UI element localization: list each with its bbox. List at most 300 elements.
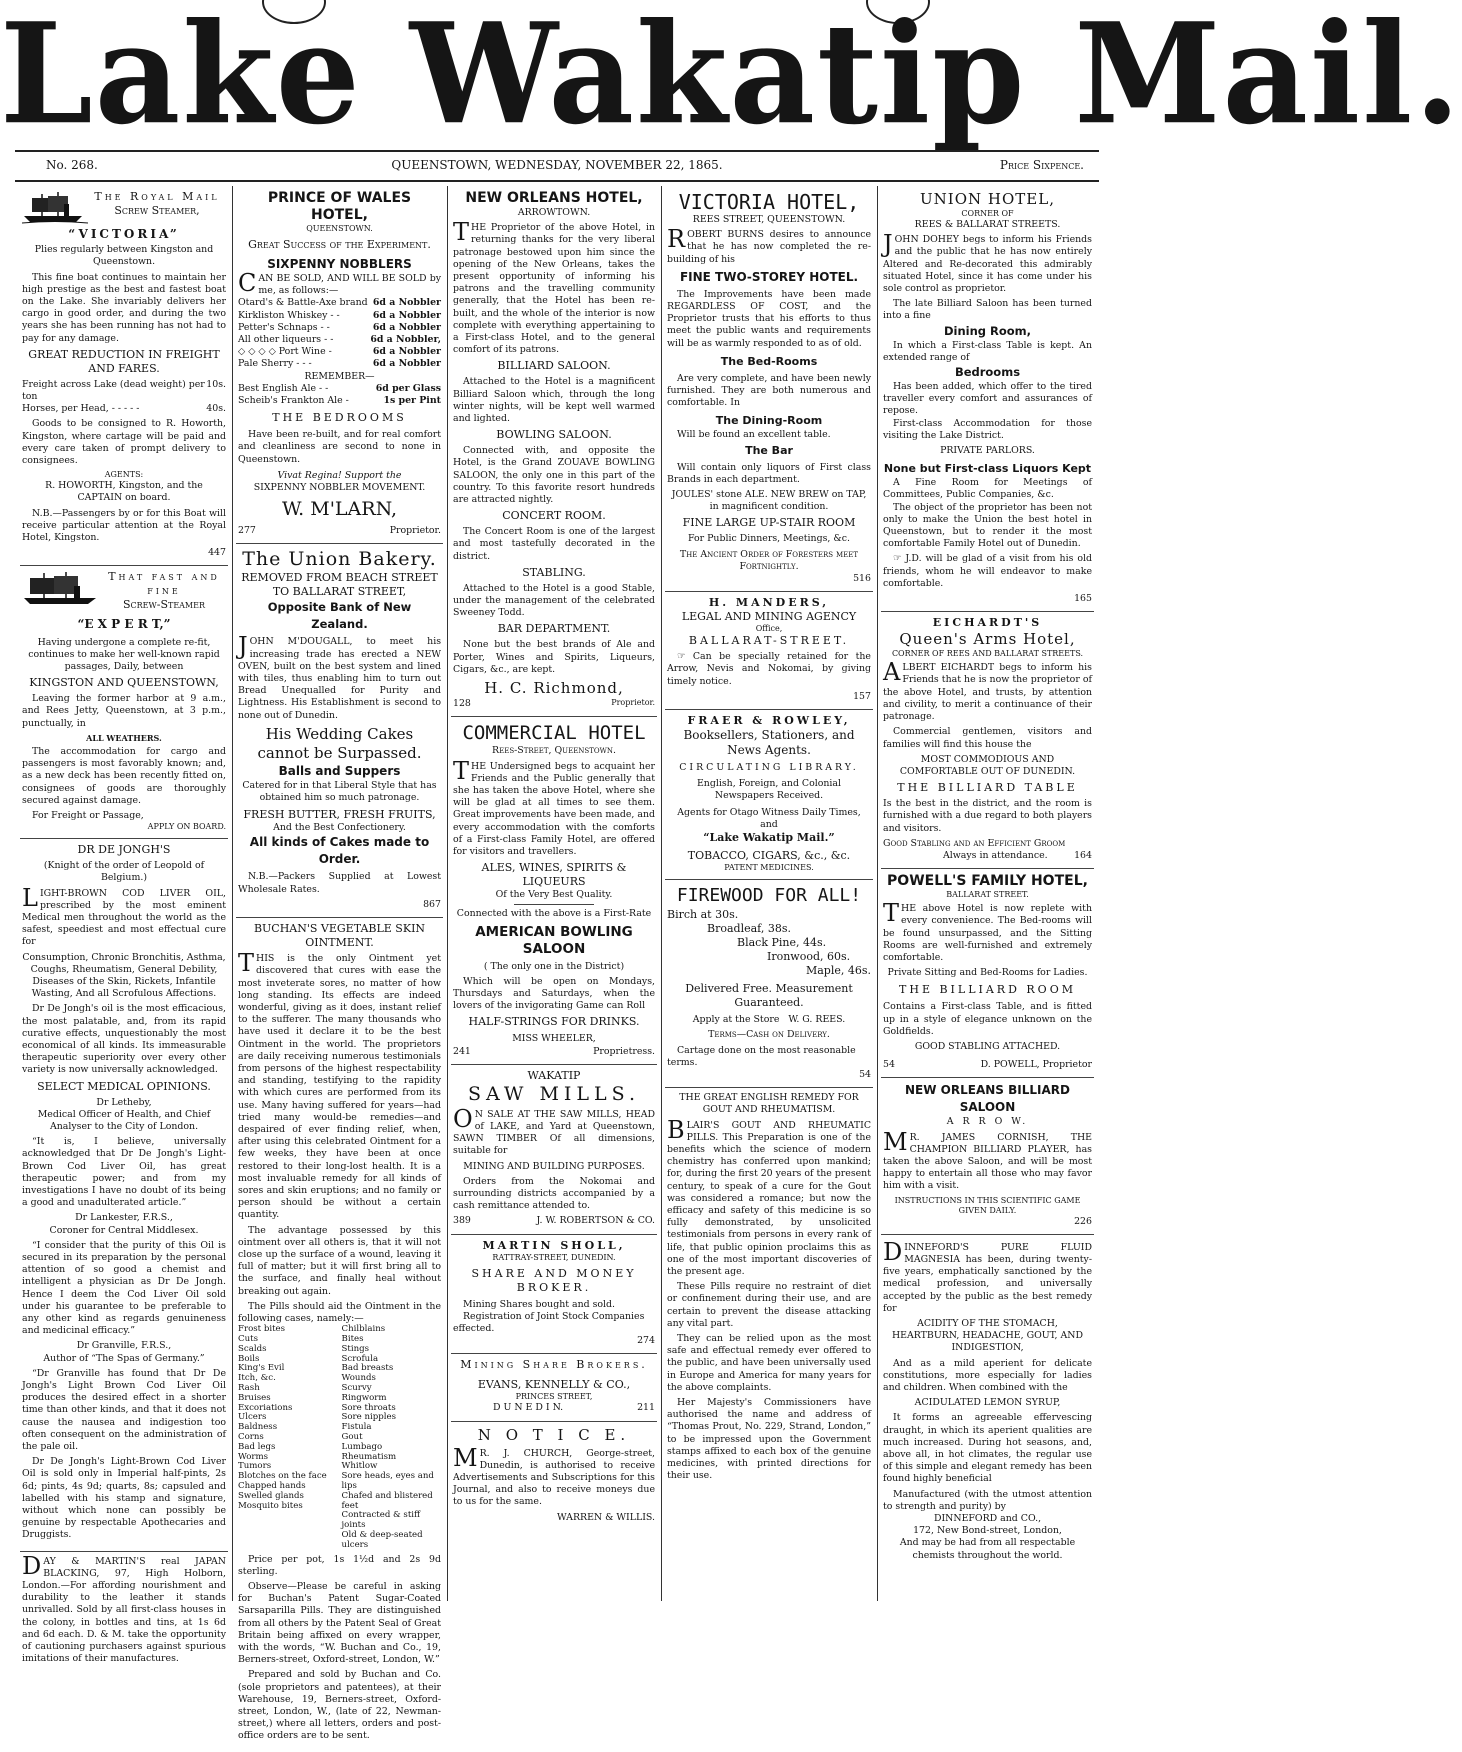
neworleans-billiard: BILLIARD SALOON. (497, 359, 611, 373)
notice-p1: MR. J. CHURCH, George-street, Dunedin, is authorised to receive Advertisements and Subscriptions for this Journal, and also to receive moneys due to us for the same. (453, 1443, 655, 1508)
price-item-value: 6d a Nobbler (372, 297, 441, 309)
union-p7: The object of the proprietor has been not only to make the Union the best hotel in Queenstown, but to render it the most comfortable Family Hotel out of Dunedin. (883, 501, 1092, 550)
ailment-item: Mosquito bites (238, 1500, 303, 1511)
ad-powell-hotel (881, 869, 1094, 1078)
ailment-item: Tumors (238, 1461, 272, 1472)
ailment-item: Lumbago (341, 1441, 383, 1452)
prince-price-list (238, 297, 441, 370)
fraer-tobacco: TOBACCO, CIGARS, &c., &c. (687, 849, 851, 863)
ad-victoria-steamer (20, 186, 228, 566)
ad-evans-kennelly (451, 1354, 657, 1421)
union-liquors: None but First-class Liquors Kept (883, 462, 1092, 476)
victoria-hotel-upstair: FINE LARGE UP-STAIR ROOM (682, 516, 856, 530)
ad-number: 389 (453, 1215, 471, 1227)
victoria-nb: N.B.—Passengers by or for this Boat will receive particular attention at the Royal Hotel, Kingston. (22, 507, 226, 544)
dejongh-letheby-role: Medical Officer of Health, and Chief Analyser to the City of London. (37, 1108, 211, 1132)
victoria-hotel-dinners: For Public Dinners, Meetings, &c. (688, 533, 850, 545)
commercial-name: MISS WHEELER, (512, 1033, 596, 1045)
buchan-cases-left (238, 1325, 338, 1550)
ad-number: 226 (1074, 1215, 1092, 1227)
firewood-birch: Birch at 30s. (667, 908, 739, 922)
firewood-ironwood: Ironwood, 60s. (767, 950, 851, 964)
ailment-item: Bruises (238, 1392, 271, 1403)
ailment-item: Cuts (238, 1333, 258, 1344)
blair-p1: BLAIR'S GOUT AND RHEUMATIC PILLS. This Preparation is one of the benefits which the science of modern chemistry has conferred upon mankind; for, during the first 20 years of the present century, to speak of a cure for the Gout was considered a romance; but now the efficacy and safety of this medicine is so fully demonstrated, by unsolicited testimonials from persons in every rank of life, that public opinion proclaims this as one of the most important discoveries of the present age. (667, 1115, 871, 1277)
evans-footer (453, 1402, 655, 1414)
union-p1: JOHN DOHEY begs to inform his Friends and the public that he has now entirely Altered and Re-decorated this admirably situated Hotel, since it has come under his sole control as proprietor. (883, 230, 1092, 295)
issue-price: Price Sixpence. (999, 158, 1084, 172)
price-row (238, 383, 441, 395)
ailment-item: Wounds (341, 1373, 376, 1384)
dinneford-p4: Manufactured (with the utmost attention to strength and purity) by (883, 1488, 1092, 1512)
union-p2: The late Billiard Saloon has been turned into a fine (883, 298, 1092, 322)
column-divider (232, 186, 233, 1601)
dinneford-syrup: ACIDULATED LEMON SYRUP, (914, 1397, 1061, 1409)
price-row (238, 395, 441, 407)
ad-day-martin (20, 1552, 228, 1672)
commercial-role: Proprietress. (593, 1045, 655, 1057)
column-3 (451, 186, 657, 1601)
eichardt-stabling: Good Stabling and an Efficient Groom (883, 837, 1066, 849)
expert-p3: The accommodation for cargo and passengers is most favorably known; and, as a new deck has been recently fitted on, consignees of goods are thoroughly secured against damage. (22, 745, 226, 806)
commercial-title: COMMERCIAL HOTEL (462, 722, 646, 745)
price-item-name: Petter's Schnaps - - (238, 321, 330, 333)
column-5 (881, 186, 1094, 1601)
eichardt-p2: Commercial gentlemen, visitors and families will find this house the (883, 726, 1092, 750)
union-parlors: PRIVATE PARLORS. (940, 445, 1035, 457)
victoria-p2: This fine boat continues to maintain her high prestige as the best and fastest boat on the Lake. She invariably delivers her cargo in good order, and during the two years she has been running has not had to pay for any damage. (22, 271, 226, 344)
union-p5: First-class Accommodation for those visiting the Lake District. (883, 417, 1092, 441)
price-item-name: Scheib's Frankton Ale - (238, 395, 349, 407)
ad-new-orleans-hotel (451, 186, 657, 717)
divider (514, 904, 595, 905)
expert-route: KINGSTON AND QUEENSTOWN, (29, 676, 219, 690)
dejongh-letheby-quote: “It is, I believe, universally acknowledged that Dr De Jongh's Light-Brown Cod Liver Oil, has great therapeutic power; and from my investigations I have no doubt of its being a good and unadulterated article.” (22, 1136, 226, 1209)
powell-name: D. POWELL, Proprietor (980, 1059, 1092, 1071)
buchan-cases-right (342, 1325, 442, 1550)
buchan-cases (238, 1325, 441, 1550)
expert-weathers: ALL WEATHERS. (86, 732, 162, 743)
price-item-value: 6d a Nobbler (372, 321, 441, 333)
ailment-item: Gout (341, 1431, 363, 1442)
dinneford-p3: It forms an agreeable effervescing draught, in which its aperient qualities are much increased. During hot seasons, and, above all, in hot climates, the regular use of this simple and elegant remedy has been found highly beneficial (883, 1412, 1092, 1485)
ailment-item: Bites (341, 1333, 364, 1344)
ailment-item: Sore nipples (341, 1412, 397, 1423)
price-item-value: 1s per Pint (383, 395, 441, 407)
ailment-item: Scurvy (341, 1382, 372, 1393)
ailment-item: Baldness (238, 1422, 278, 1433)
ailment-item: Rheumatism (341, 1451, 397, 1462)
sholl-p1: Mining Shares bought and sold. (463, 1298, 616, 1310)
union-p8: ☞ J.D. will be glad of a visit from his old friends, whom he will endeavor to make comfortable. (883, 553, 1092, 589)
ad-eichardt (881, 612, 1094, 869)
victoria-p1: Plies regularly between Kingston and Queenstown. (34, 244, 214, 268)
buchan-observe: Observe—Please be careful in asking for Buchan's Patent Sugar-Coated Sarsaparilla Pills. They are distinguished from all others by the Patent Seal of Great Britain being affixed on every wrapper, with the words, “W. Buchan and Co., 19, Berners-street, Oxford-street, London, W.” (238, 1580, 441, 1666)
bakery-fresh: FRESH BUTTER, FRESH FRUITS, (243, 808, 436, 822)
dejongh-opinions: SELECT MEDICAL OPINIONS. (37, 1079, 211, 1093)
column-divider (877, 186, 878, 1601)
victoria-agents: R. HOWORTH, Kingston, and the CAPTAIN on board. (45, 480, 203, 504)
fraer-agents: Agents for Otago Witness Daily Times, and (677, 806, 861, 830)
victoria-hotel-p2: The Improvements have been made REGARDLESS OF COST, and the Proprietor trusts that his efforts to thus meet the public wants and requirements will be as warmly responded to as of old. (667, 288, 871, 349)
fraer-papers: English, Foreign, and Colonial Newspapers Received. (696, 778, 842, 802)
price-item-name: All other liqueurs - - (238, 334, 334, 346)
bakery-title: The Union Bakery. (242, 548, 437, 571)
neworleans-stabling: STABLING. (522, 565, 586, 579)
prince-footer (238, 525, 441, 537)
ad-union-hotel (881, 186, 1094, 612)
ad-new-orleans-billiard (881, 1078, 1094, 1234)
price-item-name: Kirkliston Whiskey - - (238, 309, 340, 321)
nobilliard-instr: INSTRUCTIONS IN THIS SCIENTIFIC GAME GIVEN DAILY. (894, 1195, 1081, 1215)
prince-vivat: Vivat Regina! Support the (277, 469, 402, 481)
column-2 (236, 186, 443, 1742)
buchan-p2: The advantage possessed by this ointment over all others is, that it will not close up the surface of a wound, leaving it full of matter; but it will first bring all to the surface, and finally heal without breaking out again. (238, 1224, 441, 1297)
powell-stabling: GOOD STABLING ATTACHED. (914, 1040, 1061, 1052)
evans-city: D U N E D I N. (493, 1402, 564, 1414)
prince-success: Great Success of the Experiment. (248, 238, 431, 251)
column-divider (447, 186, 448, 1601)
eichardt-footer (883, 850, 1092, 862)
ad-commercial-hotel (451, 717, 657, 1064)
neworleans-bowling: BOWLING SALOON. (496, 428, 612, 442)
commercial-connected: Connected with the above is a First-Rate (456, 908, 652, 920)
ad-blairs-pills (665, 1088, 873, 1491)
ad-martin-sholl (451, 1235, 657, 1355)
eichardt-p1: ALBERT EICHARDT begs to inform his Friends that he is now the proprietor of the above Hotel, and trusts, by attention and civility, to merit a continuance of their patronage. (883, 658, 1092, 723)
price-item-name: Pale Sherry - - - (238, 358, 312, 370)
blair-p4: Her Majesty's Commissioners have authorised the name and address of “Thomas Prout, No. 229, Strand, London,” to be impressed upon the Government stamps affixed to each box of the genuine medicines, with printed directions for their use. (667, 1396, 871, 1482)
expert-title-line-2: Screw-Steamer (122, 598, 205, 612)
fraer-title: FRAER & ROWLEY, (687, 714, 851, 728)
fraer-library: CIRCULATING LIBRARY. (679, 762, 859, 774)
sawmills-footer (453, 1215, 655, 1227)
dinneford-p2: And as a mild aperient for delicate constitutions, more especially for ladies and children. When combined with the (883, 1357, 1092, 1394)
ad-number: 277 (238, 525, 256, 537)
dejongh-p3: Dr De Jongh's oil is the most efficacious, the most palatable, and, from its rapid curative effects, unquestionably the most economical of all kinds. Its immeasurable therapeutic superiority over every other variety is now universally acknowledged. (22, 1003, 226, 1076)
ad-buchan-ointment (236, 918, 443, 1751)
eichardt-title: EICHARDT'S (932, 616, 1043, 630)
victoria-hotel-bar: The Bar (745, 443, 793, 457)
dinneford-acidity: ACIDITY OF THE STOMACH, HEARTBURN, HEADACHE, GOUT, AND INDIGESTION, (892, 1318, 1083, 1354)
powell-street: BALLARAT STREET. (946, 890, 1029, 900)
dejongh-title: DR DE JONGH'S (77, 843, 171, 857)
ailment-item: Fistula (341, 1422, 372, 1433)
dejongh-lankester: Dr Lankester, F.R.S., (75, 1212, 173, 1224)
prince-title: PRINCE OF WALES HOTEL, (267, 190, 412, 223)
ad-number: 211 (637, 1402, 655, 1414)
bakery-balls: Balls and Suppers (278, 763, 401, 778)
steamer-icon (22, 190, 88, 224)
ailment-item: Chafed and blistered feet (341, 1490, 433, 1511)
union-corner: CORNER OF (961, 209, 1014, 218)
victoria-hotel-street: REES STREET, QUEENSTOWN. (692, 214, 846, 225)
price-item-value: 6d a Nobbler, (370, 334, 441, 346)
expert-apply: APPLY ON BOARD. (147, 822, 226, 832)
ad-number: 128 (453, 698, 471, 710)
dinneford-name: DINNEFORD and CO., (933, 1513, 1042, 1525)
bakery-nb: N.B.—Packers Supplied at Lowest Wholesale Rates. (238, 871, 441, 895)
ad-expert-steamer (20, 566, 228, 839)
commercial-p1: THE Undersigned begs to acquaint her Friends and the Public generally that she has taken the above Hotel, where she will be glad at all times to see them. Great improvements have been made, and every accommodation with the comforts of a First-class Family Hotel, are offered for visitors and travellers. (453, 756, 655, 857)
ad-number: 165 (1074, 593, 1092, 605)
ad-h-manders (665, 592, 873, 710)
ad-number: 54 (859, 1068, 871, 1080)
buchan-p1: THIS is the only Ointment yet discovered that cures with ease the most inveterate sores, no matter of how long standing. Its effects are indeed wonderful, giving as it does, instant relief to the sufferer. The many thousands who have used it declare it to be the best Ointment in the world. The proprietors are daily receiving numerous testimonials from persons of the highest respectability and standing, testifying to the rapidity with which cures are performed from its use. Many having suffered for years—had tried many would-be remedies—and despaired of ever finding relief, when, after using this celebrated Ointment for a few weeks, they have been at once restored to their long-lost health. It is a most invaluable remedy for all kinds of sores and skin eruptions; and no family or person should be without a certain quantity. (238, 949, 441, 1221)
neworleans-p3: Connected with, and opposite the Hotel, is the Grand ZOUAVE BOWLING SALOON, the only one in this part of the country. To this favorite resort hundreds are attracted nightly. (453, 445, 655, 506)
column-1 (20, 186, 228, 1665)
sawmills-t1: WAKATIP (527, 1068, 581, 1082)
powell-p1: THE above Hotel is now replete with every convenience. The Bed-rooms will be found unsurpassed, and the Sitting Rooms are well-furnished and extremely comfortable. (883, 899, 1092, 963)
ad-number: 164 (1074, 849, 1092, 861)
nobilliard-p1: MR. JAMES CORNISH, THE CHAMPION BILLIARD PLAYER, has taken the above Saloon, and will be most happy to entertain all those who may favor him with a visit. (883, 1127, 1092, 1192)
freight-label: Freight across Lake (dead weight) per ton (22, 378, 205, 403)
blair-title: THE GREAT ENGLISH REMEDY FOR GOUT AND RHEUMATISM. (679, 1092, 859, 1116)
prince-bedrooms: THE BEDROOMS (272, 411, 407, 425)
evans-t1: Mining Share Brokers. (460, 1358, 648, 1372)
price-row (238, 310, 441, 322)
powell-billiard: THE BILLIARD ROOM (899, 983, 1076, 997)
manders-street: BALLARAT-STREET. (688, 634, 850, 648)
union-bedrooms: Bedrooms (954, 365, 1021, 380)
price-row (238, 358, 441, 370)
bakery-cakes: His Wedding Cakes cannot be Surpassed. (257, 724, 422, 762)
masthead-rule (15, 150, 1099, 152)
fraer-sub: Booksellers, Stationers, and News Agents. (683, 728, 855, 758)
ailment-item: Scrofula (341, 1353, 379, 1364)
neworleans-p4: The Concert Room is one of the largest and most tastefully decorated in the district. (453, 526, 655, 562)
sawmills-t2: SAW MILLS. (467, 1082, 641, 1105)
price-row (238, 334, 441, 346)
ailment-item: Excoriations (238, 1402, 293, 1413)
eichardt-corner: CORNER OF REES AND BALLARAT STREETS. (891, 649, 1084, 659)
commercial-ales: ALES, WINES, SPIRITS & LIQUEURS (481, 861, 627, 889)
sawmills-purposes: MINING AND BUILDING PURPOSES. (463, 1160, 645, 1172)
neworleans-footer (453, 698, 655, 710)
powell-p3: Contains a First-class Table, and is fitted up in a style of elegance unknown on the Goldfields. (883, 1001, 1092, 1037)
ad-de-jongh (20, 839, 228, 1552)
manders-office: Office, (755, 624, 783, 634)
price-item-name: Otard's & Battle-Axe brand (238, 297, 368, 309)
ad-number: 867 (423, 898, 441, 910)
union-streets: REES & BALLARAT STREETS. (914, 219, 1061, 230)
ad-number: 274 (637, 1335, 655, 1347)
sholl-title: MARTIN SHOLL, (482, 1238, 626, 1252)
union-title: UNION HOTEL, (920, 190, 1055, 208)
neworleans-bar: BAR DEPARTMENT. (497, 622, 611, 636)
victoria-title-line-1: The Royal Mail (94, 190, 220, 203)
ad-prince-of-wales (236, 186, 443, 544)
commercial-quality: Of the Very Best Quality. (495, 889, 613, 901)
victoria-hotel-p3: Are very complete, and have been newly furnished. They are both numerous and comfortable. In (667, 372, 871, 409)
neworleans-town: ARROWTOWN. (517, 207, 591, 218)
dejongh-granville-role: Author of “The Spas of Germany.” (43, 1352, 205, 1364)
victoria-hotel-p1: ROBERT BURNS desires to announce that he has now completed the re-building of his (667, 225, 871, 265)
ailment-item: Old & deep-seated ulcers (341, 1529, 423, 1550)
notice-title: N O T I C E. (477, 1425, 631, 1444)
ailment-item: Swelled glands (238, 1490, 304, 1501)
buchan-price: Price per pot, 1s 1½d and 2s 9d sterling. (238, 1553, 441, 1577)
expert-name: “E X P E R T,” (77, 617, 171, 632)
ad-number: 447 (208, 547, 226, 559)
ad-union-bakery (236, 544, 443, 918)
bakery-p1: JOHN M'DOUGALL, to meet his increasing trade has erected a NEW OVEN, built on the best system and lined with tiles, thus enabling him to turn out Bread Unequalled for Purity and Lightness. His Establishment is second to none out of Dunedin. (238, 632, 441, 721)
neworleans-title: NEW ORLEANS HOTEL, (465, 190, 643, 206)
victoria-p3: Goods to be consigned to R. Howorth, Kingston, where cartage will be paid and every care taken of prompt delivery to consignees. (22, 418, 226, 467)
ailment-item: Contracted & stiff joints (341, 1510, 421, 1531)
eichardt-always: Always in attendance. (943, 849, 1048, 861)
ad-number: 157 (853, 690, 871, 702)
issue-number: No. 268. (46, 158, 98, 172)
ailment-item: Sore heads, eyes and lips (341, 1471, 434, 1491)
victoria-hotel-foresters: The Ancient Order of Foresters meet Fortnightly. (679, 548, 859, 572)
prince-remember: REMEMBER— (304, 370, 375, 382)
nobilliard-title: NEW ORLEANS BILLIARD SALOON (905, 1083, 1070, 1115)
ailment-item: Ulcers (238, 1412, 267, 1423)
notice-sig: WARREN & WILLIS. (557, 1511, 655, 1523)
eichardt-commodious: MOST COMMODIOUS AND COMFORTABLE OUT OF DUNEDIN. (899, 753, 1076, 777)
powell-p2: Private Sitting and Bed-Rooms for Ladies. (887, 967, 1088, 979)
sawmills-p1: ON SALE AT THE SAW MILLS, HEAD of LAKE, and Yard at Queenstown, SAWN TIMBER Of all dimensions, suitable for (453, 1104, 655, 1157)
sholl-broker: SHARE AND MONEY BROKER. (471, 1266, 637, 1294)
dejongh-lankester-role: Coroner for Central Middlesex. (49, 1224, 199, 1236)
dejongh-sub: (Knight of the order of Leopold of Belgium.) (43, 860, 205, 884)
column-divider (661, 186, 662, 1601)
ad-fraer-rowley (665, 710, 873, 880)
fraer-patent: PATENT MEDICINES. (724, 863, 814, 873)
victoria-hotel-dining: The Dining-Room (715, 414, 823, 428)
price-row (238, 322, 441, 334)
victoria-agents-label: AGENTS: (104, 470, 144, 480)
buchan-title: BUCHAN'S VEGETABLE SKIN OINTMENT. (253, 922, 426, 950)
manders-agency: LEGAL AND MINING AGENCY (681, 610, 857, 624)
sholl-street: RATTRAY-STREET, DUNEDIN. (492, 1252, 616, 1262)
commercial-p2: Which will be open on Mondays, Thursdays and Saturdays, when the lovers of the invigorating Game can Roll (453, 975, 655, 1012)
expert-p1: Having undergone a complete re-fit, continues to make her well-known rapid passages, Daily, between (28, 636, 220, 673)
daymartin-text: DAY & MARTIN'S real JAPAN BLACKING, 97, High Holborn, London.—For affording nourishment and durability to the leather it stands unrivalled. Sold by all first-class houses in the colony, in bottles and tins, at 1s 6d and 6d each. D. & M. take the opportunity of cautioning purchasers against spurious imitations of their manufactures. (22, 1551, 226, 1665)
sawmills-name: J. W. ROBERTSON & CO. (536, 1215, 655, 1227)
eichardt-name: Queen's Arms Hotel, (899, 630, 1076, 649)
price-item-name: ◇ ◇ ◇ ◇ Port Wine - (238, 346, 332, 358)
victoria-freight-row (22, 379, 226, 403)
sholl-p2: Registration of Joint Stock Companies effected. (453, 1310, 645, 1334)
dinneford-p1: DINNEFORD'S PURE FLUID MAGNESIA has been, during twenty-five years, emphatically sanctioned by the medical profession, and universally accepted by the public as the best remedy for (883, 1237, 1092, 1314)
blair-p3: They can be relied upon as the most safe and effectual remedy ever offered to the public, and have been universally used in Europe and America for many years for the above complaints. (667, 1332, 871, 1393)
victoria-reduction: GREAT REDUCTION IN FREIGHT AND FARES. (28, 347, 220, 375)
bakery-order: All kinds of Cakes made to Order. (249, 835, 430, 867)
commercial-half: HALF-STRINGS FOR DRINKS. (468, 1015, 640, 1029)
dateline (20, 158, 1094, 176)
ailment-item: Sore throats (341, 1402, 396, 1413)
nobilliard-town: A R R O W. (946, 1116, 1029, 1128)
horses-value: 40s. (206, 403, 226, 415)
dejongh-granville-quote: “Dr Granville has found that Dr De Jongh's Light Brown Cod Liver Oil produces the desired effect in a shorter time than other kinds, and that it does not cause the nausea and indigestion too often consequent on the administration of the pale oil. (22, 1367, 226, 1453)
victoria-name: “VICTORIA” (68, 227, 180, 241)
victoria-hotel-title: VICTORIA HOTEL, (678, 190, 860, 214)
dateline-rule (15, 180, 1099, 182)
firewood-delivered: Delivered Free. Measurement Guaranteed. (685, 982, 853, 1010)
ailment-item: Boils (238, 1353, 260, 1364)
price-row (238, 346, 441, 358)
eichardt-p3: Is the best in the district, and the room is furnished with a due regard to both players and visitors. (883, 798, 1092, 834)
neworleans-name: H. C. Richmond, (484, 679, 624, 698)
powell-title: POWELL'S FAMILY HOTEL, (887, 873, 1088, 890)
ailment-item: Stings (341, 1343, 370, 1354)
evans-t2: EVANS, KENNELLY & CO., (477, 1378, 631, 1392)
manders-p1: ☞ Can be specially retained for the Arrow, Nevis and Nokomai, by giving timely notice. (667, 651, 871, 687)
evans-street: PRINCES STREET, (515, 1392, 593, 1402)
firewood-broadleaf: Broadleaf, 38s. (707, 922, 791, 936)
neworleans-p2: Attached to the Hotel is a magnificent Billiard Saloon which, through the long winter nights, will be kept well warmed and lighted. (453, 376, 655, 425)
commercial-only: ( The only one in the District) (483, 960, 625, 972)
ad-victoria-hotel (665, 186, 873, 592)
ailment-item: Worms (238, 1451, 269, 1462)
neworleans-p5: Attached to the Hotel is a good Stable, under the management of the celebrated Sweeney Todd. (453, 582, 655, 619)
dejongh-granville: Dr Granville, F.R.S., (76, 1340, 172, 1352)
prince-p1: CAN BE SOLD, AND WILL BE SOLD by me, as follows:— (238, 269, 441, 297)
eichardt-billiard: THE BILLIARD TABLE (897, 781, 1078, 795)
ad-notice (451, 1422, 657, 1530)
ad-firewood (665, 880, 873, 1088)
price-item-value: 6d a Nobbler (372, 309, 441, 321)
firewood-store: Apply at the Store (692, 1014, 780, 1026)
price-item-name: Best English Ale - - (238, 382, 329, 394)
union-dining: Dining Room, (943, 323, 1032, 338)
price-item-value: 6d a Nobbler (372, 346, 441, 358)
sawmills-p2: Orders from the Nokomai and surrounding districts accompanied by a cash remittance attended to. (453, 1175, 655, 1212)
prince-p2: Have been re-built, and for real comfort and cleanliness are second to none in Queenstown. (238, 429, 441, 465)
masthead (0, 0, 1462, 156)
ailment-item: Frost bites (238, 1324, 286, 1335)
commercial-bowling: AMERICAN BOWLING SALOON (475, 923, 633, 957)
ailment-item: Itch, &c. (238, 1373, 276, 1384)
neworleans-role: Proprietor. (611, 698, 655, 708)
firewood-terms: Terms—Cash on Delivery. (708, 1029, 830, 1041)
issue-date: QUEENSTOWN, WEDNESDAY, NOVEMBER 22, 1865. (391, 158, 723, 172)
victoria-hotel-joules: JOULES' stone ALE. NEW BREW on TAP, in magnificent condition. (671, 489, 867, 513)
blair-p2: These Pills require no restraint of diet or confinement during their use, and are certain to prevent the disease attacking any vital part. (667, 1281, 871, 1329)
price-item-value: 6d per Glass (375, 382, 441, 394)
ad-number: 241 (453, 1045, 471, 1057)
ad-number: 516 (853, 573, 871, 585)
bakery-removed: REMOVED FROM BEACH STREET TO BALLARAT STREET, (241, 571, 438, 599)
firewood-title: FIREWOOD FOR ALL! (676, 885, 862, 907)
neworleans-concert: CONCERT ROOM. (502, 509, 606, 523)
victoria-hotel-fine: FINE TWO-STOREY HOTEL. (679, 269, 859, 284)
price-row (238, 297, 441, 309)
buchan-prepared: Prepared and sold by Buchan and Co. (sole proprietors and patentees), at their Warehouse, 19, Berners-street, Oxford-street, London, W., (late of 22, Newman-street,) where all letters, orders and post-office orders are to be sent. (238, 1669, 441, 1742)
firewood-store-line (667, 1014, 871, 1026)
union-p4: Has been added, which offer to the tired traveller every comfort and assurances of repose. (883, 381, 1092, 417)
dejongh-sold: Dr De Jongh's Light-Brown Cod Liver Oil is sold only in Imperial half-pints, 2s 6d; pints, 4s 9d; quarts, 8s; capsuled and labelled with his stamp and signature, without which none can possibly be genuine by respectable Apothecaries and Druggists. (22, 1456, 226, 1541)
newspaper-title: Lake Wakatip Mail. (0, 0, 1462, 156)
bakery-catered: Catered for in that Liberal Style that has obtained him so much patronage. (242, 779, 437, 804)
prince-nobblers: SIXPENNY NOBBLERS (267, 257, 412, 271)
freight-value: 10s. (206, 378, 226, 390)
dejongh-p2: Consumption, Chronic Bronchitis, Asthma, Coughs, Rheumatism, General Debility, Diseases of the Skin, Rickets, Infantile Wasting, And all Scrofulous Affections. (22, 951, 226, 1000)
column-4 (665, 186, 873, 1601)
price-item-value: 6d a Nobbler (372, 358, 441, 370)
ailment-item: Bad legs (238, 1441, 276, 1452)
dejongh-lankester-quote: “I consider that the purity of this Oil is secured in its preparation by the personal attention of so good a chemist and intelligent a physician as Dr De Jongh. Hence I deem the Cod Liver Oil sold under his guarantee to be preferable to any other kind as regards genuineness and medicinal efficacy.” (22, 1239, 226, 1337)
bakery-opposite: Opposite Bank of New Zealand. (267, 600, 412, 632)
ailment-item: Chilblains (341, 1324, 386, 1335)
ailment-item: Blotches on the face (238, 1471, 327, 1482)
expert-title-line-1: That fast and fine (108, 570, 220, 598)
prince-name: W. M'LARN, (281, 498, 398, 521)
dinneford-addr: 172, New Bond-street, London, (913, 1525, 1062, 1537)
buchan-p3: The Pills should aid the Ointment in the following cases, namely:— (238, 1300, 441, 1324)
